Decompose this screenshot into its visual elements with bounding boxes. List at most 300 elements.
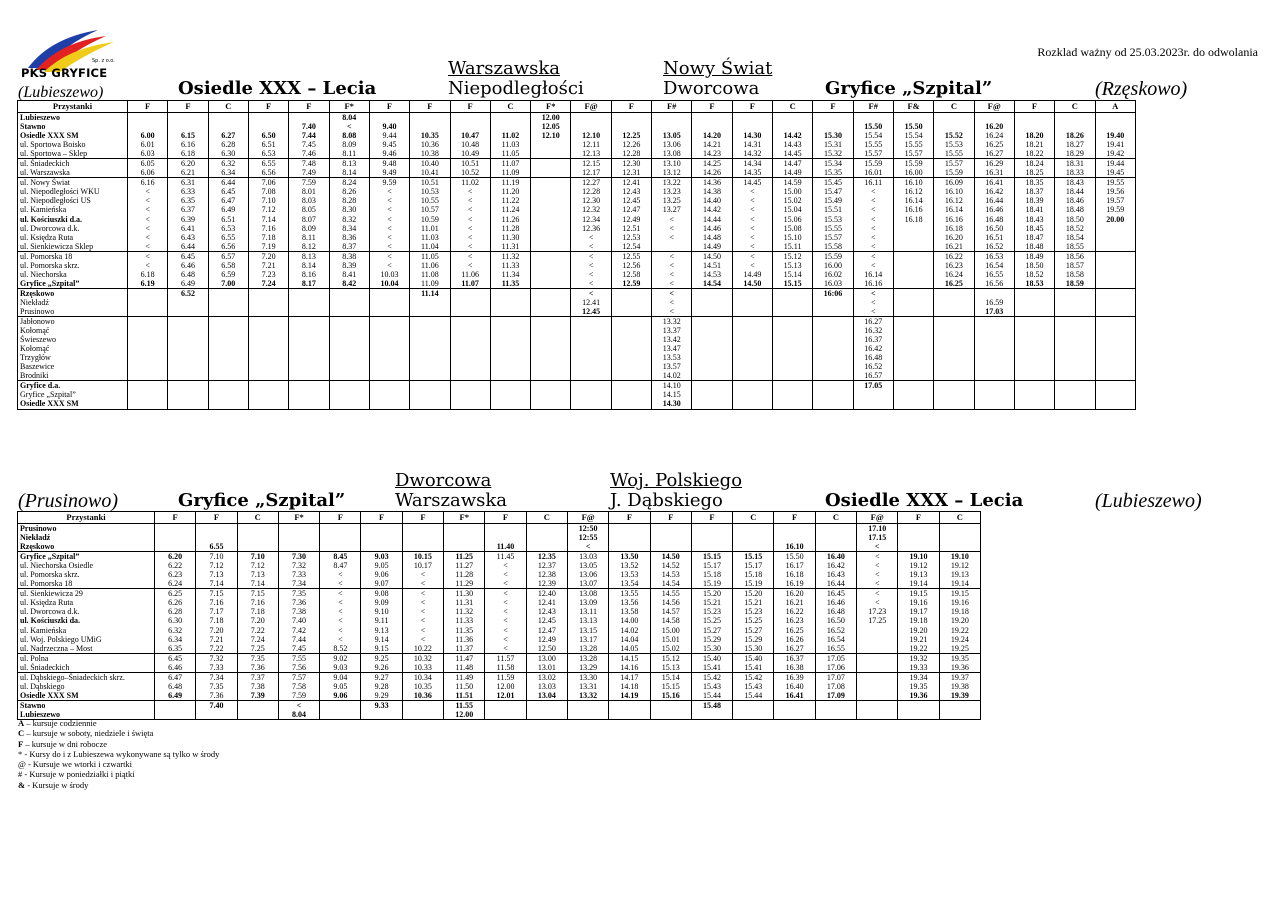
departure-time: <	[320, 607, 361, 616]
departure-time: <	[853, 307, 893, 317]
departure-time: <	[402, 635, 443, 644]
trip-column-header: F*	[329, 101, 369, 113]
departure-time: 9.05	[320, 682, 361, 691]
departure-time: 18.57	[1055, 261, 1095, 270]
departure-time: 15.20	[733, 589, 774, 599]
table-row	[18, 607, 981, 616]
departure-time: 19.16	[898, 598, 939, 607]
departure-time: 14.36	[692, 178, 732, 188]
departure-time: 7.34	[278, 579, 319, 589]
departure-time: 15.12	[650, 653, 691, 663]
departure-time: 9.46	[369, 149, 409, 159]
departure-time: <	[485, 607, 526, 616]
departure-time	[320, 710, 361, 720]
departure-time	[369, 353, 409, 362]
departure-time: 6.35	[155, 644, 196, 654]
departure-time: 16.40	[774, 682, 815, 691]
departure-time: 11.45	[485, 552, 526, 562]
departure-time: 8.07	[289, 215, 329, 224]
departure-time: 7.30	[278, 552, 319, 562]
departure-time: 13.17	[567, 635, 608, 644]
departure-time: 18.53	[1014, 279, 1054, 289]
stop-name: ul. Niechorska Osiedle	[18, 561, 155, 570]
departure-time: <	[571, 261, 611, 270]
stop-name: ul. Dworcowa d.k.	[18, 224, 128, 233]
departure-time: 9.06	[320, 691, 361, 701]
trip-column-header: F	[650, 512, 691, 524]
departure-time	[571, 362, 611, 371]
trip-column-header: F*	[531, 101, 571, 113]
departure-time: 19.40	[1095, 131, 1136, 140]
departure-time: 16.10	[774, 542, 815, 552]
departure-time: 11.19	[490, 178, 530, 188]
departure-time: 15.48	[691, 700, 732, 710]
departure-time	[208, 326, 248, 335]
trip-column-header: C	[1055, 101, 1095, 113]
departure-time: 12.01	[485, 691, 526, 701]
departure-time: 9.48	[369, 159, 409, 169]
departure-time: 16.51	[974, 233, 1014, 242]
departure-time	[652, 113, 692, 123]
departure-time: 16.26	[774, 635, 815, 644]
departure-time	[934, 353, 974, 362]
departure-time: 16.48	[974, 215, 1014, 224]
departure-time: 15.54	[853, 131, 893, 140]
table-row	[18, 344, 1136, 353]
departure-time	[1095, 270, 1136, 279]
departure-time	[773, 307, 813, 317]
departure-time	[168, 399, 208, 409]
departure-time: 14.48	[692, 233, 732, 242]
departure-time	[609, 710, 650, 720]
departure-time: 15.59	[893, 159, 933, 169]
departure-time: 12.15	[571, 159, 611, 169]
departure-time: 15.15	[733, 552, 774, 562]
departure-time	[1014, 317, 1054, 327]
departure-time	[450, 307, 490, 317]
departure-time	[278, 524, 319, 534]
departure-time: <	[652, 224, 692, 233]
departure-time: 12.38	[526, 570, 567, 579]
trip-column-header: F&	[893, 101, 933, 113]
departure-time: 6.20	[155, 552, 196, 562]
departure-time	[934, 307, 974, 317]
departure-time	[815, 524, 856, 534]
departure-time: 12:50	[567, 524, 608, 534]
departure-time	[128, 307, 168, 317]
departure-time	[732, 122, 772, 131]
departure-time: 7.24	[248, 279, 288, 289]
departure-time: 11.27	[444, 561, 485, 570]
departure-time: <	[652, 279, 692, 289]
table-row	[18, 598, 981, 607]
departure-time	[128, 362, 168, 371]
departure-time: <	[853, 187, 893, 196]
departure-time: 13.23	[652, 187, 692, 196]
departure-time: <	[732, 205, 772, 214]
departure-time: 14.59	[773, 178, 813, 188]
departure-time: 13.10	[652, 159, 692, 169]
departure-time: 8.09	[289, 224, 329, 233]
departure-time	[813, 390, 853, 399]
departure-time: 19.22	[898, 644, 939, 654]
departure-time: 6.06	[128, 168, 168, 178]
departure-time: 7.56	[278, 663, 319, 673]
departure-time: 15.57	[853, 149, 893, 159]
departure-time: <	[857, 552, 898, 562]
trip-column-header: C	[526, 512, 567, 524]
departure-time	[1014, 371, 1054, 381]
trip-column-header: C	[237, 512, 278, 524]
departure-time: 12.40	[526, 589, 567, 599]
departure-time: 16.14	[853, 270, 893, 279]
departure-time: 16.24	[974, 131, 1014, 140]
departure-time: 8.52	[320, 644, 361, 654]
trip-column-header: F	[774, 512, 815, 524]
departure-time: 14.52	[650, 561, 691, 570]
departure-time: 16.52	[853, 362, 893, 371]
departure-time	[732, 335, 772, 344]
departure-time	[974, 344, 1014, 353]
departure-time	[974, 371, 1014, 381]
departure-time	[450, 298, 490, 307]
departure-time: <	[320, 635, 361, 644]
departure-time: 7.35	[278, 589, 319, 599]
stop-name: Gryfice „Szpital”	[18, 552, 155, 562]
departure-time: 11.24	[490, 205, 530, 214]
legend-item	[18, 739, 219, 749]
departure-time: 12:55	[567, 533, 608, 542]
departure-time: 10.51	[450, 159, 490, 169]
departure-time	[444, 533, 485, 542]
departure-time: 15.01	[650, 635, 691, 644]
departure-time: 12.00	[531, 113, 571, 123]
t1-via1-top: Warszawska	[448, 58, 561, 79]
departure-time: 19.36	[898, 691, 939, 701]
departure-time	[893, 251, 933, 261]
departure-time: 19.35	[939, 653, 980, 663]
departure-time	[128, 317, 168, 327]
departure-time: 6.43	[168, 233, 208, 242]
departure-time: 7.59	[278, 691, 319, 701]
departure-time	[813, 122, 853, 131]
departure-time	[1095, 399, 1136, 409]
departure-time	[128, 371, 168, 381]
departure-time: 6.23	[155, 570, 196, 579]
departure-time: 6.30	[155, 616, 196, 625]
departure-time: 16.20	[974, 122, 1014, 131]
departure-time	[939, 524, 980, 534]
departure-time: 15.11	[773, 242, 813, 252]
departure-time	[1095, 288, 1136, 298]
departure-time: 13.27	[652, 205, 692, 214]
departure-time: 6.56	[208, 242, 248, 252]
stop-name: Gryfice d.a.	[18, 381, 128, 391]
departure-time	[278, 533, 319, 542]
departure-time: 19.16	[939, 598, 980, 607]
departure-time: 16.11	[853, 178, 893, 188]
departure-time: <	[320, 579, 361, 589]
departure-time: 13.07	[567, 579, 608, 589]
departure-time	[168, 371, 208, 381]
departure-time: 14.42	[773, 131, 813, 140]
departure-time: 10.35	[402, 682, 443, 691]
departure-time	[410, 353, 450, 362]
departure-time	[208, 353, 248, 362]
departure-time: 7.44	[278, 635, 319, 644]
departure-time: 7.59	[289, 178, 329, 188]
departure-time: 15.50	[774, 552, 815, 562]
t2-origin-note: (Prusinowo)	[18, 490, 118, 512]
departure-time: 10.47	[450, 131, 490, 140]
departure-time	[237, 524, 278, 534]
departure-time	[531, 140, 571, 149]
departure-time: 6.51	[248, 140, 288, 149]
departure-time: <	[732, 261, 772, 270]
departure-time	[611, 122, 651, 131]
departure-time: 14.42	[692, 205, 732, 214]
departure-time: 6.57	[208, 251, 248, 261]
t1-via2-bottom: Dworcowa	[663, 78, 760, 99]
departure-time	[857, 644, 898, 654]
departure-time: <	[450, 215, 490, 224]
departure-time	[813, 399, 853, 409]
departure-time: <	[732, 187, 772, 196]
departure-time	[450, 122, 490, 131]
stop-name: ul. Śniadeckich	[18, 159, 128, 169]
departure-time: 13.58	[609, 607, 650, 616]
stop-name: ul. Dąbskiego–Śniadeckich skrz.	[18, 672, 155, 682]
departure-time: 15.40	[691, 653, 732, 663]
departure-time: 19.38	[939, 682, 980, 691]
departure-time: 14.04	[609, 635, 650, 644]
departure-time: 14.47	[773, 159, 813, 169]
departure-time: 8.17	[289, 279, 329, 289]
departure-time	[893, 298, 933, 307]
t1-route-title: Osiedle XXX – Lecia	[178, 78, 377, 99]
legend-text: # - Kursuje w poniedziałki i piątki	[18, 769, 135, 780]
departure-time: 19.14	[939, 579, 980, 589]
trip-column-header: F	[611, 101, 651, 113]
departure-time: 17.25	[857, 616, 898, 625]
departure-time: 7.20	[248, 251, 288, 261]
departure-time: 9.26	[361, 663, 402, 673]
departure-time: 7.13	[237, 570, 278, 579]
departure-time: <	[128, 187, 168, 196]
departure-time: 13.11	[567, 607, 608, 616]
departure-time	[128, 122, 168, 131]
departure-time: 11.25	[444, 552, 485, 562]
departure-time	[692, 362, 732, 371]
departure-time	[248, 371, 288, 381]
departure-time: 17.05	[815, 653, 856, 663]
departure-time	[857, 691, 898, 701]
table-row	[18, 672, 981, 682]
departure-time	[650, 710, 691, 720]
departure-time	[490, 335, 530, 344]
departure-time	[450, 353, 490, 362]
departure-time	[289, 399, 329, 409]
departure-time: 18.48	[1014, 242, 1054, 252]
departure-time: 8.39	[329, 261, 369, 270]
departure-time	[531, 178, 571, 188]
departure-time: 12.45	[611, 196, 651, 205]
departure-time	[208, 122, 248, 131]
departure-time: 19.17	[898, 607, 939, 616]
departure-time: 19.34	[898, 672, 939, 682]
departure-time	[237, 542, 278, 552]
departure-time	[248, 390, 288, 399]
departure-time: 10.36	[402, 691, 443, 701]
departure-time	[611, 298, 651, 307]
departure-time: 14.43	[773, 140, 813, 149]
departure-time	[531, 399, 571, 409]
departure-time: 14.49	[773, 168, 813, 178]
departure-time: 12.28	[571, 187, 611, 196]
departure-time	[410, 371, 450, 381]
departure-time	[934, 122, 974, 131]
departure-time	[813, 381, 853, 391]
departure-time	[893, 353, 933, 362]
departure-time: 13.01	[526, 663, 567, 673]
trip-column-header: F	[289, 101, 329, 113]
departure-time	[168, 122, 208, 131]
legend-text: – kursuje w soboty, niedziele i święta	[24, 728, 154, 739]
departure-time	[490, 353, 530, 362]
departure-time: 8.45	[320, 552, 361, 562]
departure-time	[410, 362, 450, 371]
departure-time	[490, 317, 530, 327]
departure-time	[1095, 371, 1136, 381]
departure-time: 14.50	[732, 279, 772, 289]
departure-time	[934, 390, 974, 399]
stop-name: ul. Niepodległości US	[18, 196, 128, 205]
table-row	[18, 390, 1136, 399]
stop-name: ul. Pomorska 18	[18, 579, 155, 589]
departure-time: 13.03	[526, 682, 567, 691]
departure-time	[531, 390, 571, 399]
departure-time: 14.53	[650, 570, 691, 579]
departure-time	[1055, 399, 1095, 409]
departure-time	[128, 353, 168, 362]
departure-time: 7.16	[248, 224, 288, 233]
departure-time	[1014, 399, 1054, 409]
departure-time: 11.20	[490, 187, 530, 196]
table-row	[18, 224, 1136, 233]
departure-time: <	[857, 570, 898, 579]
departure-time	[692, 399, 732, 409]
departure-time: 19.36	[939, 663, 980, 673]
departure-time: <	[402, 579, 443, 589]
departure-time	[1095, 261, 1136, 270]
departure-time: 12.28	[611, 149, 651, 159]
departure-time	[278, 542, 319, 552]
departure-time	[1014, 307, 1054, 317]
departure-time: 16.52	[815, 626, 856, 635]
departure-time	[369, 317, 409, 327]
departure-time: 15.53	[813, 215, 853, 224]
departure-time: 15.14	[650, 672, 691, 682]
departure-time: 10.51	[410, 178, 450, 188]
departure-time: 19.18	[898, 616, 939, 625]
departure-time: 18.50	[1055, 215, 1095, 224]
departure-time: 15.20	[691, 589, 732, 599]
departure-time: 13.42	[652, 335, 692, 344]
departure-time	[611, 326, 651, 335]
departure-time: 7.35	[196, 682, 237, 691]
departure-time	[934, 113, 974, 123]
trip-column-header: C	[815, 512, 856, 524]
departure-time: 16.29	[974, 159, 1014, 169]
table-row	[18, 251, 1136, 261]
departure-time: <	[128, 196, 168, 205]
stop-name: Baszewice	[18, 362, 128, 371]
departure-time	[208, 298, 248, 307]
departure-time	[369, 113, 409, 123]
departure-time: 11.33	[444, 616, 485, 625]
departure-time	[361, 533, 402, 542]
departure-time	[571, 317, 611, 327]
departure-time	[329, 298, 369, 307]
departure-time: 6.22	[155, 561, 196, 570]
departure-time	[289, 390, 329, 399]
stop-name: ul. Woj. Polskiego UMiG	[18, 635, 155, 644]
departure-time	[450, 390, 490, 399]
departure-time: 12.30	[571, 196, 611, 205]
departure-time: 11.14	[410, 288, 450, 298]
stop-name: Kołomąć	[18, 344, 128, 353]
departure-time	[128, 298, 168, 307]
departure-time: 7.14	[248, 215, 288, 224]
departure-time: 10.59	[410, 215, 450, 224]
departure-time	[773, 390, 813, 399]
stop-name: ul. Kamieńska	[18, 626, 155, 635]
departure-time: 6.18	[168, 149, 208, 159]
departure-time: 6.28	[208, 140, 248, 149]
departure-time: 13.28	[567, 653, 608, 663]
departure-time: <	[485, 626, 526, 635]
departure-time: 14.02	[652, 371, 692, 381]
departure-time	[813, 362, 853, 371]
departure-time: 6.41	[168, 224, 208, 233]
departure-time: <	[853, 215, 893, 224]
departure-time: 6.51	[208, 215, 248, 224]
legend-text: * - Kursy do i z Lubieszewa wykonywane są tylko w środy	[18, 748, 220, 759]
departure-time: 11.36	[444, 635, 485, 644]
departure-time: 9.08	[361, 589, 402, 599]
departure-time	[490, 390, 530, 399]
departure-time: 15.19	[733, 579, 774, 589]
departure-time: 6.19	[128, 279, 168, 289]
trip-column-header: F@	[857, 512, 898, 524]
departure-time: 12.41	[526, 598, 567, 607]
departure-time	[1095, 335, 1136, 344]
departure-time	[410, 298, 450, 307]
departure-time: <	[369, 215, 409, 224]
departure-time	[893, 242, 933, 252]
departure-time	[893, 335, 933, 344]
departure-time	[571, 381, 611, 391]
departure-time: <	[369, 261, 409, 270]
legend-key: &	[18, 779, 26, 790]
departure-time: 6.30	[208, 149, 248, 159]
departure-time	[289, 381, 329, 391]
departure-time: 14.44	[692, 215, 732, 224]
departure-time: 15.59	[813, 251, 853, 261]
legend-key: C	[18, 728, 25, 739]
departure-time	[733, 710, 774, 720]
trip-column-header: F	[692, 101, 732, 113]
